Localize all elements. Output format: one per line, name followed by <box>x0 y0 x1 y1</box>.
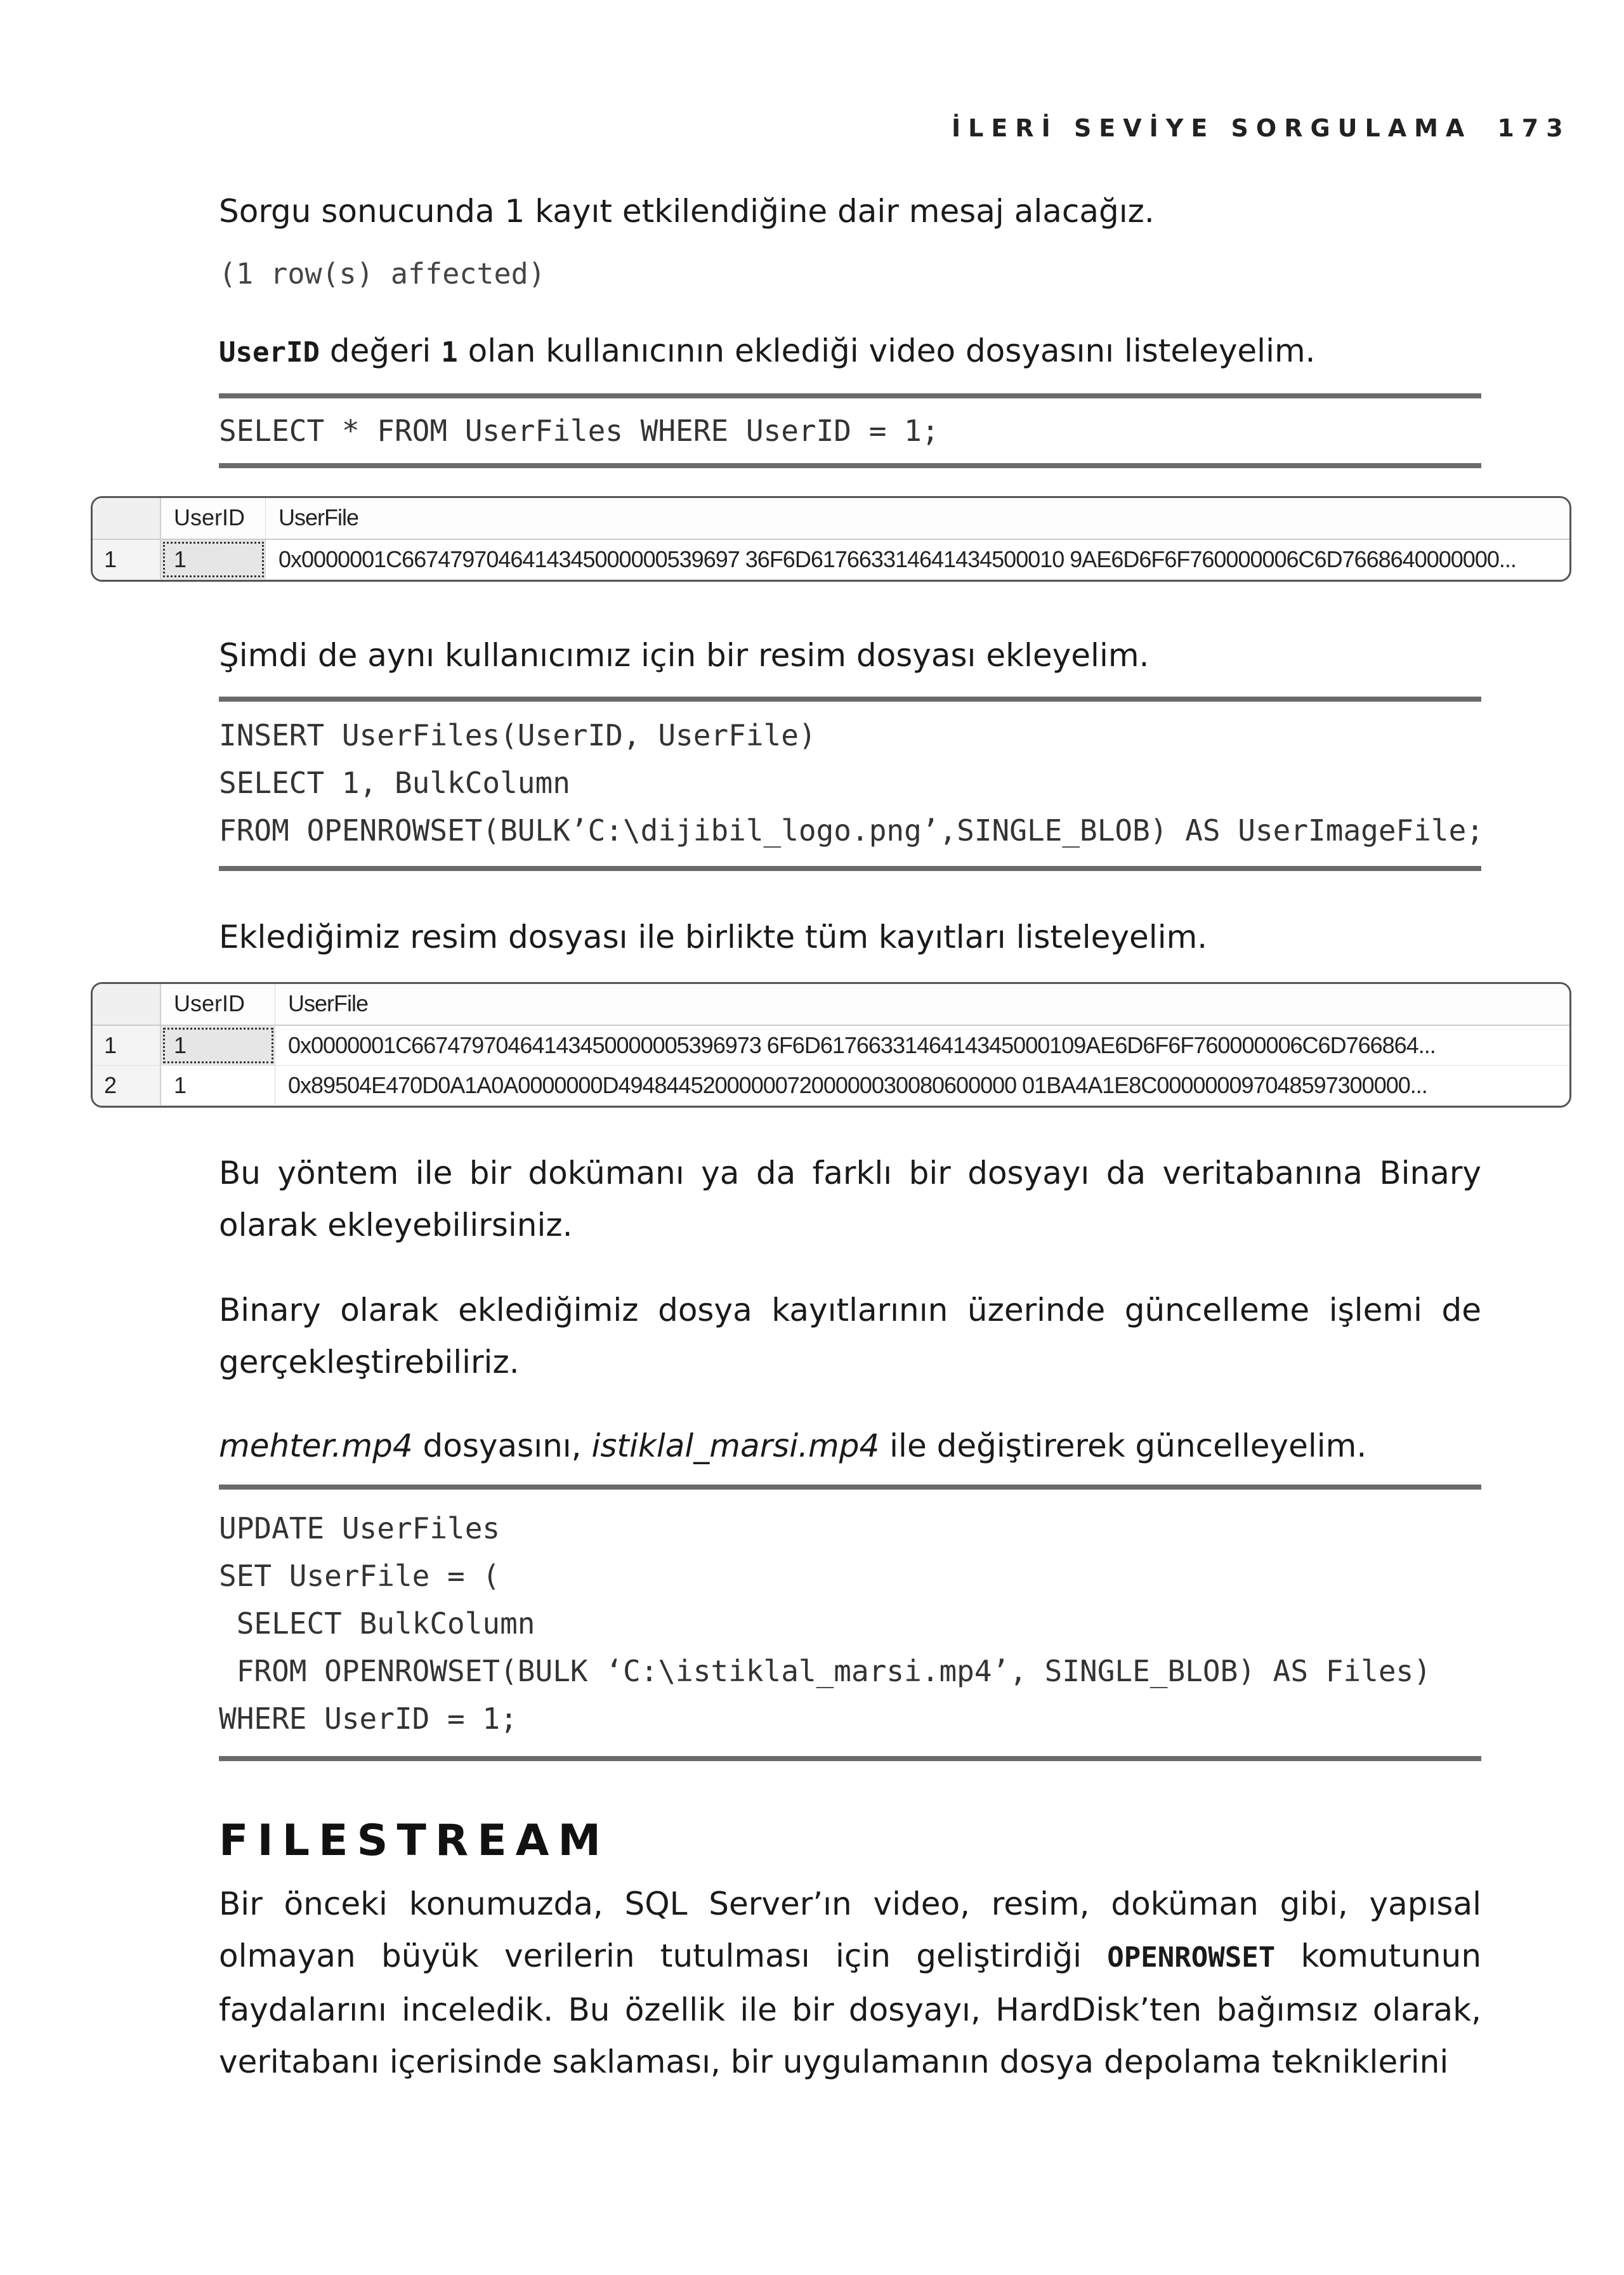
column-header-userid[interactable]: UserID <box>161 984 275 1025</box>
row-number[interactable]: 1 <box>93 540 161 579</box>
code-block-select: SELECT * FROM UserFiles WHERE UserID = 1; <box>219 414 940 448</box>
code-block-insert: INSERT UserFiles(UserID, UserFile) SELECT 1, BulkColumn FROM OPENROWSET(BULK’C:\dijibil_logo.png’,SINGLE_BLOB) AS UserImageFile; <box>219 718 1484 848</box>
table-row[interactable] <box>93 540 1569 580</box>
paragraph-list-video <box>219 325 1481 379</box>
column-header-userid[interactable]: UserID <box>161 498 266 539</box>
filename-mehter: mehter.mp4 <box>219 1427 413 1464</box>
running-header <box>952 114 1571 142</box>
code-rule-top <box>219 393 1481 398</box>
paragraph-text: Bir önceki konumuzda, SQL Server’ın video, resim, doküman gibi, yapısal olmayan büyük verilerin tutulması için geliştirdiği <box>219 1885 1481 1974</box>
inline-code-userid: UserID <box>219 336 320 369</box>
paragraph-text: ile değiştirerek güncelleyelim. <box>879 1427 1367 1464</box>
results-grid-2 <box>91 982 1571 1108</box>
inline-code-openrowset: OPENROWSET <box>1107 1941 1276 1974</box>
paragraph-affected-message: Sorgu sonucunda 1 kayıt etkilendiğine dair mesaj alacağız. <box>219 193 1155 230</box>
paragraph-replace-file <box>219 1420 1481 1472</box>
column-header-userfile[interactable]: UserFile <box>288 990 369 1016</box>
header-title: İLERİ SEVİYE SORGULAMA <box>952 114 1472 142</box>
row-number[interactable]: 2 <box>93 1066 161 1105</box>
row-header-corner <box>93 984 161 1025</box>
paragraph-list-all: Eklediğimiz resim dosyası ile birlikte tüm kayıtları listeleyelim. <box>219 919 1208 955</box>
paragraph-text: olan kullanıcının eklediği video dosyasını listeleyelim. <box>457 332 1316 369</box>
code-rule-bottom <box>219 463 1481 468</box>
query-output-message: (1 row(s) affected) <box>219 257 546 291</box>
results-grid-1 <box>91 496 1571 582</box>
cell-userfile[interactable]: 0x0000001C66747970464143450000005396973 6F6D6176633146414345000109AE6D6F6F760000006C6D766864... <box>288 1032 1436 1058</box>
paragraph-text: komutunun faydalarını inceledik. Bu özellik ile bir dosyayı, HardDisk’ten bağımsız olarak, veritabanı içerisinde saklaması, bir uygulamanın dosya depolama tekniklerini <box>219 1937 1482 2080</box>
paragraph-text: değeri <box>319 332 442 369</box>
page-number: 173 <box>1497 114 1571 142</box>
column-header-userfile[interactable]: UserFile <box>278 504 359 530</box>
code-rule-top <box>219 1485 1481 1490</box>
grid-header-row <box>93 984 1569 1026</box>
paragraph-add-image: Şimdi de aynı kullanıcımız için bir resim dosyası ekleyelim. <box>219 637 1149 674</box>
cell-userid[interactable]: 1 <box>161 540 266 579</box>
grid-header-row <box>93 498 1569 540</box>
paragraph-binary-update: Binary olarak eklediğimiz dosya kayıtlarının üzerinde güncelleme işlemi de gerçekleştirebiliriz. <box>219 1292 1481 1380</box>
cell-userid[interactable]: 1 <box>161 1026 275 1065</box>
section-heading-filestream: FILESTREAM <box>219 1816 610 1866</box>
table-row[interactable] <box>93 1066 1569 1106</box>
filename-istiklal: istiklal_marsi.mp4 <box>591 1427 880 1464</box>
paragraph-binary-method: Bu yöntem ile bir dokümanı ya da farklı bir dosyayı da veritabanına Binary olarak ekleyebilirsiniz. <box>219 1155 1481 1243</box>
cell-userfile[interactable]: 0x89504E470D0A1A0A0000000D494844520000007200000030080600000 01BA4A1E8C000000097048597300000... <box>288 1072 1427 1098</box>
paragraph-filestream-intro <box>219 1878 1481 2088</box>
row-number[interactable]: 1 <box>93 1026 161 1065</box>
cell-userid[interactable]: 1 <box>161 1066 275 1105</box>
cell-userfile[interactable]: 0x0000001C6674797046414345000000539697 36F6D617663314641434500010 9AE6D6F6F760000006C6D7668640000000... <box>278 546 1516 572</box>
code-rule-top <box>219 697 1481 702</box>
code-rule-bottom <box>219 1756 1481 1761</box>
code-block-update: UPDATE UserFiles SET UserFile = ( SELECT BulkColumn FROM OPENROWSET(BULK ‘C:\istiklal_marsi.mp4’, SINGLE_BLOB) AS Files) WHERE UserID = 1; <box>219 1511 1431 1736</box>
paragraph-text: dosyasını, <box>412 1427 592 1464</box>
row-header-corner <box>93 498 161 539</box>
code-rule-bottom <box>219 866 1481 871</box>
table-row[interactable] <box>93 1026 1569 1066</box>
inline-code-value: 1 <box>441 336 458 369</box>
